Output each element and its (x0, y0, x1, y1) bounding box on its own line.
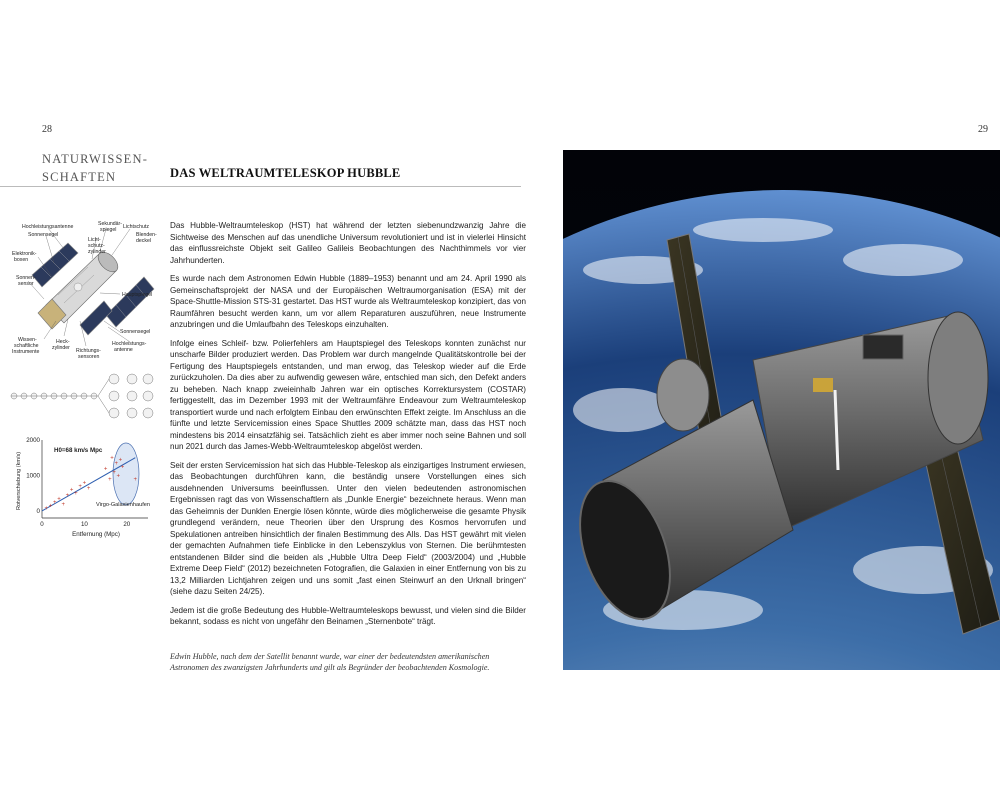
label-rear-2: zylinder (52, 345, 70, 351)
y-tick-0: 0 (36, 507, 40, 515)
data-point-11: + (103, 466, 108, 473)
y-axis-label: Rotverschiebung (km/s) (16, 451, 22, 511)
hubble-constant-annotation: H0=68 km/s Mpc (54, 447, 103, 454)
data-point-6: + (69, 487, 74, 494)
label-electronics-1: Elektronik- (12, 251, 37, 257)
label-instruments-2: schaftliche (14, 343, 39, 349)
x-tick-10: 10 (80, 521, 88, 528)
label-secondary-mirror-2: spiegel (100, 227, 117, 233)
data-point-4: + (61, 501, 65, 508)
section-label-line-1: NATURWISSEN- (42, 152, 149, 166)
paragraph-5: Jedem ist die große Bedeutung des Hubble-Weltraumteleskops bewusst, und vielen sind die Bilder bekannt, sodass es nicht von ungefähr den Beinamen „Sternenbote“ trägt. (170, 605, 526, 626)
data-point-8: + (78, 484, 82, 491)
label-rear-1: Heck- (56, 339, 70, 345)
data-point-14: + (112, 469, 116, 476)
section-label (42, 150, 152, 186)
label-sun-sensor-1: Sonnen- (16, 275, 36, 281)
hubble-chart (16, 437, 150, 538)
mirror-schematic-icon (11, 374, 153, 418)
label-direction-2: sensoren (78, 354, 100, 360)
label-secondary-mirror-1: Sekundär- (98, 221, 122, 227)
image-caption: Edwin Hubble, nach dem der Satellit benannt wurde, war einer der bedeutendsten amerikanischen Astronomen des zwanzigsten Jahrhunderts und gilt als Begründer der beobachtenden Kosmologie. (170, 652, 490, 672)
data-point-3: + (57, 496, 61, 503)
label-instruments-3: Instrumente (12, 349, 40, 355)
solar-panel-right-icon (106, 277, 154, 327)
solar-panel-left-icon (32, 243, 78, 287)
label-instruments-1: Wissen- (18, 337, 37, 343)
article-title: DAS WELTRAUMTELESKOP HUBBLE (170, 166, 401, 180)
label-sun-sail: Sonnensegel (28, 232, 59, 238)
x-tick-0: 0 (40, 521, 44, 528)
article-body (170, 220, 526, 635)
x-axis-label: Entfernung (Mpc) (72, 531, 120, 538)
data-point-19: + (133, 477, 138, 483)
label-light-shield-3: zylinder (88, 249, 106, 255)
label-antenna-2-1: Hochleistungs- (112, 341, 147, 347)
x-tick-20: 20 (123, 521, 131, 528)
page-number-right: 29 (978, 124, 988, 135)
label-aperture-2: deckel (136, 238, 151, 244)
virgo-cluster-label: Virgo-Galaxienhaufen (96, 502, 151, 508)
data-point-5: + (65, 492, 70, 499)
label-aperture-1: Blenden- (136, 232, 157, 238)
label-direction-1: Richtungs- (76, 348, 101, 354)
diagram-svg (8, 215, 163, 580)
data-point-1: + (48, 503, 53, 510)
data-point-16: + (116, 473, 121, 480)
label-electronics-2: boxen (14, 257, 29, 263)
label-light-shield-1: Licht- (88, 237, 101, 243)
data-point-2: + (52, 500, 57, 507)
paragraph-4: Seit der ersten Servicemission hat sich das Hubble-Teleskop als einzigartiges Instrument erwiesen, das Beobachtungen durchführen kann, die beständig unsere Vorstellungen eines sich ausdehnenden Universums beeinflussen. Unter den vielen bedeutenden astronomischen Ergebnissen ragt das von Wissenschaftlern als „Dunkle Energie“ bezeichnete heraus. Wenn man das Geheimnis der Dunklen Energie lösen könnte, würde dies möglicherweise die gesamte Physik grundlegend verändern, neue Theorien über den Ursprung des Kosmos hervorrufen und Spekulationen antreiben hinsichtlich der finalen Bestimmung des Alls. Das HST gewährt mit vielen der gemachten Aufnahmen tiefe Einblicke in den Lebenszyklus von Sternen. Die berühmtesten entstandenen Bilder sind die beiden als „Hubble Ultra Deep Field“ (2003/2004) und „Hubble Extreme Deep Field“ (2012) bezeichneten Fotografien, die Galaxien in einer Entfernung von bis zu 13,2 Milliarden Lichtjahren zeigen und uns somit „fast einen Steinwurf an den Urknall bringen“ (siehe dazu Seiten 24/25). (170, 460, 526, 596)
label-sun-sail-2: Sonnensegel (120, 329, 151, 335)
label-light-shield-cover: Lichtschutz (123, 224, 149, 230)
label-light-shield-2: schutz- (88, 243, 105, 249)
label-antenna-2-2: antenne (114, 347, 133, 353)
hubble-photo-svg (563, 150, 1000, 670)
data-point-15: + (114, 461, 118, 468)
label-sun-sensor-2: sensor (18, 281, 34, 287)
paragraph-3: Infolge eines Schleif- bzw. Polierfehlers am Hauptspiegel des Teleskops konnten zunächst nur unscharfe Bilder produziert werden. Das Problem war durch mangelnde Qualitätskontrolle bei der Fertigung des Hauptspiegels entstanden, und man erwog, das Teleskop wieder auf die Erde zurückzuholen. Da dies aber zu aufwendig gewesen wäre, entschied man sich, den Defekt anders zu beheben. Nach knapp zweieinhalb Jahren war ein optisches Korrektursystem (COSTAR) fertiggestellt, das im Dezember 1993 mit der Weltraumfähre Endeavour zum Weltraumteleskop transportiert wurde und nach erfolgtem Einbau den erwünschten Effekt zeigte. Im Anschluss an die fünfte und letzte Servicemission eines Space Shuttles 2009 schätzte man, dass das HST noch mindestens bis 2014 einsatzfähig sei. Tatsächlich zieht es aber immer noch seine Bahnen und soll nun 2021 durch das James-Webb-Weltraumteleskop abgelöst werden. (170, 338, 526, 451)
hubble-photo (563, 150, 1000, 670)
page-number-left: 28 (42, 124, 52, 135)
data-point-10: + (86, 485, 91, 492)
data-point-13: + (110, 455, 114, 462)
solar-panel-lower-left-icon (80, 301, 112, 335)
label-antenna: Hochleistungsantenne (22, 224, 74, 230)
data-point-7: + (74, 491, 78, 498)
data-point-0: + (44, 506, 48, 513)
y-tick-2000: 2000 (26, 437, 40, 444)
hubble-diagram (8, 215, 163, 580)
y-tick-1000: 1000 (26, 472, 40, 480)
section-label-line-2: SCHAFTEN (42, 170, 117, 184)
data-point-9: + (82, 480, 87, 487)
paragraph-2: Es wurde nach dem Astronomen Edwin Hubble (1889–1953) benannt und am 24. April 1990 als Gemeinschaftsprojekt der NASA und der Europäischen Weltraumorganisation (ESA) mit der Space-Shuttle-Mission STS-31 gestartet. Das HST wurde als Weltraumteleskop konzipiert, das von Raumfähren besucht werden kann, um vor allem Reparaturen auszuführen, neue Instrumente anzubringen und die Umlaufbahn des Teleskops einzuhalten. (170, 274, 526, 329)
data-point-12: + (108, 477, 112, 483)
data-point-17: + (118, 457, 123, 464)
paragraph-1: Das Hubble-Weltraumteleskop (HST) hat während der letzten siebenundzwanzig Jahre die Sichtweise des Menschen auf das unendliche Universum revolutioniert und ist in vielerlei Hinsicht das einflussreichste Objekt seit Galileo Galileis Beobachtungen des Nachthimmels vor vier Jahrhunderten. (170, 221, 526, 265)
label-primary-mirror: Hauptspiegel (122, 292, 153, 298)
data-point-18: + (120, 464, 125, 471)
header-rule (0, 186, 521, 187)
